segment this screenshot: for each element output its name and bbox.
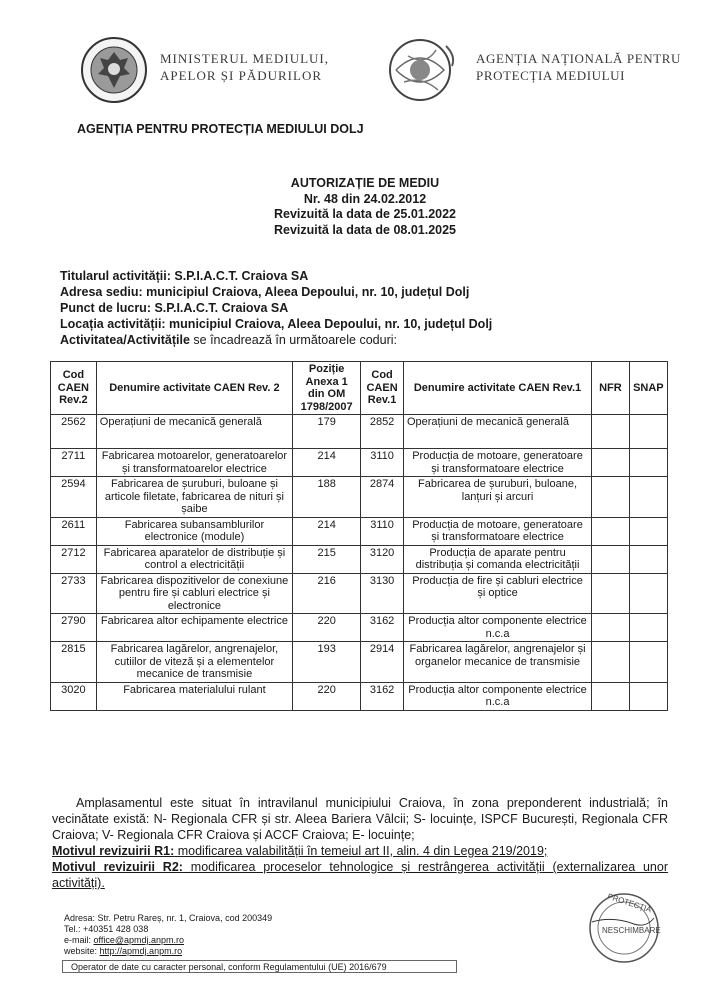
website-label: website: — [64, 946, 100, 956]
revision-r1-label: Motivul revizuirii R1: — [52, 844, 175, 858]
cell-snap — [629, 682, 667, 710]
col-header-snap: SNAP — [629, 362, 667, 415]
cell-den1: Producția de motoare, generatoare și transformatoare electrice — [403, 449, 591, 477]
cell-snap — [629, 642, 667, 683]
address-line: Adresa sediu: municipiul Craiova, Aleea Depoului, nr. 10, județul Dolj — [60, 285, 470, 299]
cell-snap — [629, 614, 667, 642]
table-header-row — [51, 362, 668, 415]
col-header-cod1: Cod CAEN Rev.1 — [361, 362, 404, 415]
cell-cod1: 3130 — [361, 573, 404, 614]
cell-den2: Fabricarea altor echipamente electrice — [96, 614, 292, 642]
revision-r2-text: modificarea proceselor tehnologice și restrângerea activității (externalizarea unor activități). — [52, 860, 668, 890]
cell-den1: Operațiuni de mecanică generală — [403, 415, 591, 449]
cell-poz: 215 — [293, 545, 361, 573]
cell-poz: 214 — [293, 517, 361, 545]
activity-info — [60, 268, 492, 348]
cell-nfr — [592, 517, 630, 545]
cell-snap — [629, 415, 667, 449]
cell-poz: 193 — [293, 642, 361, 683]
cell-den2: Fabricarea de șuruburi, buloane și articole filetate, fabricarea de nituri și șaibe — [96, 477, 292, 518]
cell-cod2: 2611 — [51, 517, 97, 545]
cell-cod2: 2712 — [51, 545, 97, 573]
col-header-cod2: Cod CAEN Rev.2 — [51, 362, 97, 415]
cell-den1: Producția altor componente electrice n.c.a — [403, 614, 591, 642]
table-row — [51, 545, 668, 573]
table-row — [51, 642, 668, 683]
cell-poz: 220 — [293, 682, 361, 710]
table-row — [51, 614, 668, 642]
cell-nfr — [592, 573, 630, 614]
location-paragraph — [52, 795, 668, 891]
work-point-line: Punct de lucru: S.P.I.A.C.T. Craiova SA — [60, 301, 289, 315]
contact-block — [64, 913, 272, 957]
cell-snap — [629, 449, 667, 477]
caen-table — [50, 361, 668, 711]
stamp-text-top: PROTECȚIA — [606, 891, 653, 915]
cell-snap — [629, 545, 667, 573]
stamp-text-middle: NESCHIMBARE — [602, 926, 661, 935]
cell-snap — [629, 573, 667, 614]
col-header-den2: Denumire activitate CAEN Rev. 2 — [96, 362, 292, 415]
cell-cod1: 3120 — [361, 545, 404, 573]
cell-cod1: 3162 — [361, 614, 404, 642]
cell-poz: 214 — [293, 449, 361, 477]
cell-poz: 220 — [293, 614, 361, 642]
local-agency-heading: AGENȚIA PENTRU PROTECȚIA MEDIULUI DOLJ — [77, 122, 364, 136]
cell-cod1: 2914 — [361, 642, 404, 683]
agency-line-2: PROTECȚIA MEDIULUI — [476, 68, 626, 83]
cell-den2: Fabricarea lagărelor, angrenajelor, cutiilor de viteză și a elementelor mecanice de transmisie — [96, 642, 292, 683]
anpm-logo-icon — [386, 36, 466, 104]
table-row — [51, 477, 668, 518]
col-header-nfr: NFR — [592, 362, 630, 415]
table-row — [51, 415, 668, 449]
cell-cod2: 2815 — [51, 642, 97, 683]
cell-den2: Fabricarea dispozitivelor de conexiune pentru fire și cabluri electrice și electronice — [96, 573, 292, 614]
cell-cod1: 3110 — [361, 517, 404, 545]
amplasament-text: Amplasamentul este situat în intravilanul municipiului Craiova, în zona preponderent industrială; în vecinătate există: N- Regionala CFR și str. Aleea Bariera Vâlcii; S- locuințe, ISPCF București, Regionala CFR Craiova; V- Regionala CFR Craiova și ACCF Craiova; E- locuințe; — [52, 796, 668, 842]
activity-line — [60, 332, 492, 348]
cell-den1: Producția altor componente electrice n.c.a — [403, 682, 591, 710]
cell-den2: Fabricarea materialului rulant — [96, 682, 292, 710]
titular-line: Titularul activității: S.P.I.A.C.T. Craiova SA — [60, 269, 309, 283]
cell-cod2: 3020 — [51, 682, 97, 710]
official-stamp-icon — [572, 888, 672, 968]
contact-website-line — [64, 946, 272, 957]
table-row — [51, 449, 668, 477]
cell-den1: Producția de aparate pentru distribuția și comanda electricității — [403, 545, 591, 573]
email-label: e-mail: — [64, 935, 94, 945]
cell-den1: Fabricarea lagărelor, angrenajelor și organelor mecanice de transmisie — [403, 642, 591, 683]
table-row — [51, 517, 668, 545]
col-header-den1: Denumire activitate CAEN Rev.1 — [403, 362, 591, 415]
cell-nfr — [592, 682, 630, 710]
ministry-line-1: MINISTERUL MEDIULUI, — [160, 51, 329, 66]
cell-den2: Operațiuni de mecanică generală — [96, 415, 292, 449]
ministry-name — [160, 50, 329, 84]
cell-nfr — [592, 449, 630, 477]
cell-cod2: 2790 — [51, 614, 97, 642]
title-line-2: Nr. 48 din 24.02.2012 — [303, 191, 427, 206]
cell-cod1: 2874 — [361, 477, 404, 518]
activity-label: Activitatea/Activitățile — [60, 333, 190, 347]
cell-den1: Fabricarea de șuruburi, buloane, lanțuri și arcuri — [403, 477, 591, 518]
title-line-4: Revizuită la data de 08.01.2025 — [273, 222, 457, 237]
contact-address: Adresa: Str. Petru Rareș, nr. 1, Craiova, cod 200349 — [64, 913, 273, 923]
revision-r2-label: Motivul revizuirii R2: — [52, 860, 183, 874]
cell-den2: Fabricarea aparatelor de distribuție și control a electricității — [96, 545, 292, 573]
cell-cod2: 2733 — [51, 573, 97, 614]
cell-snap — [629, 477, 667, 518]
table-row — [51, 682, 668, 710]
cell-cod1: 3162 — [361, 682, 404, 710]
cell-poz: 179 — [293, 415, 361, 449]
title-line-3: Revizuită la data de 25.01.2022 — [273, 207, 457, 221]
col-header-poz: Poziție Anexa 1 din OM 1798/2007 — [293, 362, 361, 415]
cell-cod2: 2562 — [51, 415, 97, 449]
ministry-line-2: APELOR ȘI PĂDURILOR — [160, 68, 323, 83]
contact-email-line — [64, 935, 272, 946]
cell-snap — [629, 517, 667, 545]
government-seal-icon — [80, 36, 148, 104]
cell-nfr — [592, 545, 630, 573]
cell-cod2: 2594 — [51, 477, 97, 518]
table-row — [51, 573, 668, 614]
cell-nfr — [592, 415, 630, 449]
revision-r1-text: modificarea valabilității în temeiul art II, alin. 4 din Legea 219/2019; — [174, 844, 548, 858]
email-link[interactable]: office@apmdj.anpm.ro — [93, 935, 185, 945]
cell-cod1: 2852 — [361, 415, 404, 449]
website-link[interactable]: http://apmdj.anpm.ro — [99, 946, 183, 956]
cell-cod2: 2711 — [51, 449, 97, 477]
cell-cod1: 3110 — [361, 449, 404, 477]
cell-nfr — [592, 477, 630, 518]
agency-name — [476, 50, 681, 84]
cell-nfr — [592, 614, 630, 642]
cell-nfr — [592, 642, 630, 683]
cell-poz: 216 — [293, 573, 361, 614]
cell-poz: 188 — [293, 477, 361, 518]
title-line-1: AUTORIZAȚIE DE MEDIU — [290, 176, 440, 190]
cell-den1: Producția de motoare, generatoare și transformatoare electrice — [403, 517, 591, 545]
cell-den2: Fabricarea subansamblurilor electronice (module) — [96, 517, 292, 545]
cell-den2: Fabricarea motoarelor, generatoarelor și transformatoarelor electrice — [96, 449, 292, 477]
location-line: Locația activității: municipiul Craiova, Aleea Depoului, nr. 10, județul Dolj — [60, 317, 493, 331]
authorization-title — [200, 176, 530, 238]
agency-line-1: AGENȚIA NAȚIONALĂ PENTRU — [476, 51, 682, 66]
contact-tel: Tel.: +40351 428 038 — [64, 924, 149, 934]
activity-text: se încadrează în următoarele coduri: — [189, 333, 397, 347]
gdpr-notice: Operator de date cu caracter personal, conform Regulamentului (UE) 2016/679 — [62, 960, 457, 973]
cell-den1: Producția de fire și cabluri electrice și optice — [403, 573, 591, 614]
